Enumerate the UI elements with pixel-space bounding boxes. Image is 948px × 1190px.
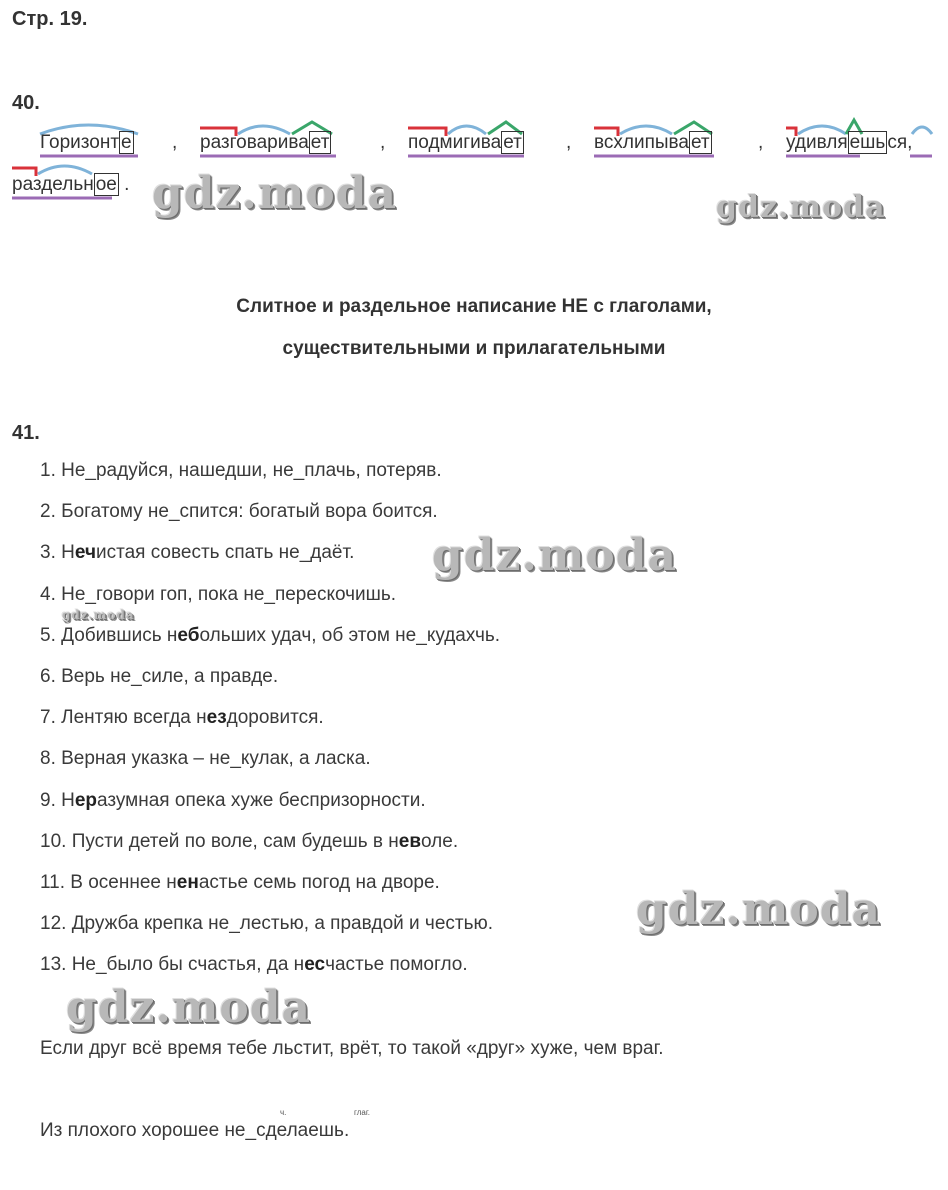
proverb-text: 9. Н <box>40 790 75 811</box>
watermark: gdz.moda <box>636 884 882 935</box>
page-label: Стр. 19. <box>12 8 88 30</box>
proverb-item <box>40 707 324 729</box>
proverb-item <box>40 790 426 812</box>
morpheme-analysis: Горизонт е , разговарива ет , подмигива ет , всхлипыва ет , удивля ешь ся, раздельн ое . <box>0 112 948 222</box>
sentence-friend: Если друг всё время тебе льстит, врёт, то такой «друг» хуже, чем враг. <box>40 1038 664 1059</box>
proverb-bold-letters: еб <box>177 625 200 646</box>
proverb-text: 13. Не_было бы счастья, да н <box>40 954 305 975</box>
proverb-item <box>40 831 458 853</box>
sentence-final: Из плохого хорошее не_сделаешь. <box>40 1120 350 1141</box>
proverb-text-rest: ольших удач, об этом не_кудахчь. <box>199 625 501 646</box>
proverb-item <box>40 501 438 523</box>
stem: разговарива <box>200 132 309 153</box>
proverb-text-rest: частье помогло. <box>325 954 468 975</box>
proverb-item <box>40 625 500 647</box>
stem: подмигива <box>408 132 502 153</box>
proverb-item <box>40 542 354 564</box>
proverb-bold-letters: ев <box>398 831 422 852</box>
stem: всхлипыва <box>594 132 689 153</box>
morph-word-2 <box>200 132 331 154</box>
morph-word-1 <box>40 132 134 154</box>
proverb-text-rest: доровится. <box>226 707 324 728</box>
proverb-text: 3. Н <box>40 542 75 563</box>
ending-box: ет <box>690 132 710 153</box>
watermark: gdz.moda <box>432 530 678 581</box>
ending-box: ешь <box>849 132 886 153</box>
proverb-text-rest: азумная опека хуже беспризорности. <box>97 790 426 811</box>
proverb-text: 11. В осеннее н <box>40 872 177 893</box>
morph-word-5: удивля ешь ся, <box>786 132 913 153</box>
watermark: gdz.moda <box>716 190 886 225</box>
proverb-item <box>40 460 442 482</box>
watermark: gdz.moda <box>152 168 398 219</box>
exercise-41-number: 41. <box>12 422 40 444</box>
proverb-bold-letters: ес <box>304 954 326 975</box>
stem: Горизонт <box>40 132 120 153</box>
ending-box: ет <box>503 132 522 153</box>
proverb-item <box>40 913 493 935</box>
postfix-arc <box>912 127 932 134</box>
proverb-text: 6. Верь не_силе, а правде. <box>40 666 279 687</box>
ending-box: ое <box>95 174 117 195</box>
morph-word-4 <box>594 132 712 154</box>
stem: удивля <box>786 132 848 153</box>
proverb-text: 10. Пусти детей по воле, сам будешь в н <box>40 831 399 852</box>
section-heading-line1: Слитное и раздельное написание НЕ с глаголами, <box>236 296 712 317</box>
ending-box: е <box>121 132 132 153</box>
proverb-text: 7. Лентяю всегда н <box>40 707 207 728</box>
proverb-text: 1. Не_радуйся, нашедши, не_плачь, потеряв. <box>40 460 442 481</box>
proverb-item <box>40 748 371 770</box>
watermark: gdz.moda <box>62 608 135 622</box>
proverb-item <box>40 584 396 606</box>
proverb-bold-letters: ез <box>206 707 227 728</box>
proverb-text-rest: оле. <box>421 831 459 852</box>
morph-word-3 <box>408 132 524 154</box>
proverb-bold-letters: ер <box>74 790 98 811</box>
proverb-text-rest: истая совесть спать не_даёт. <box>95 542 355 563</box>
proverb-text: 12. Дружба крепка не_лестью, а правдой и честью. <box>40 913 494 934</box>
proverb-text: 4. Не_говори гоп, пока не_перескочишь. <box>40 584 397 605</box>
proverb-bold-letters: еч <box>74 542 96 563</box>
proverb-text: 8. Верная указка – не_кулак, а ласка. <box>40 748 371 769</box>
proverb-text: 2. Богатому не_спится: богатый вора боится. <box>40 501 438 522</box>
proverb-text-rest: астье семь погод на дворе. <box>198 872 440 893</box>
morph-word-6: раздельн ое . <box>12 174 130 195</box>
proverb-text: 5. Добившись н <box>40 625 178 646</box>
proverb-item <box>40 954 468 976</box>
watermark: gdz.moda <box>66 982 312 1033</box>
exercise-40-number: 40. <box>12 92 40 114</box>
postfix: ся <box>887 132 908 153</box>
section-heading-line2: существительными и прилагательными <box>282 338 666 359</box>
proverb-item <box>40 872 440 894</box>
ending-box: ет <box>310 132 330 153</box>
mark-particle: ч. <box>280 1108 287 1117</box>
root-arc <box>38 166 92 174</box>
stem: раздельн <box>12 174 94 195</box>
proverb-bold-letters: ен <box>176 872 199 893</box>
mark-verb: глаг. <box>354 1108 371 1117</box>
proverb-item <box>40 666 278 688</box>
